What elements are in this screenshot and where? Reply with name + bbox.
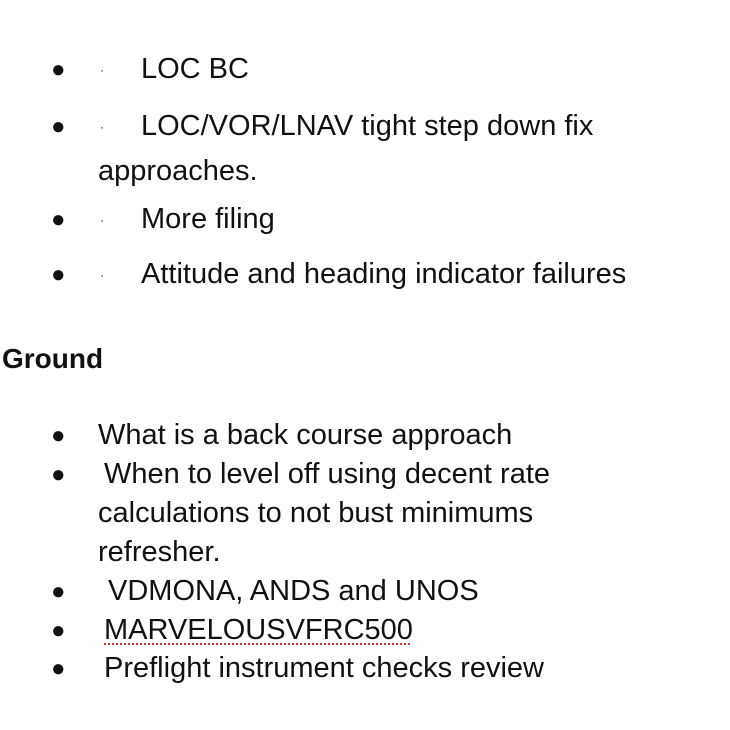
list-item-text: LOC BC — [141, 53, 249, 85]
list-item-continuation: approaches. — [98, 155, 258, 187]
list-item-text: What is a back course approach — [98, 419, 513, 451]
bullet-icon: ● — [51, 113, 66, 140]
list-item-text: Preflight instrument checks review — [104, 652, 544, 684]
list-item-continuation: calculations to not bust minimums — [98, 497, 534, 529]
sub-bullet-icon: · — [100, 213, 104, 227]
list-item-text: More filing — [141, 203, 275, 235]
bullet-icon: ● — [51, 261, 66, 288]
list-item-text: When to level off using decent rate — [104, 458, 551, 490]
list-item-text: Attitude and heading indicator failures — [141, 258, 627, 290]
bullet-icon: ● — [51, 617, 66, 644]
bullet-icon: ● — [51, 422, 66, 449]
list-item-text: MARVELOUSVFRC500 — [104, 614, 413, 646]
bullet-icon: ● — [51, 56, 66, 83]
bullet-icon: ● — [51, 206, 66, 233]
bullet-icon: ● — [51, 578, 66, 605]
section-heading-ground: Ground — [2, 343, 104, 374]
list-item-continuation: refresher. — [98, 536, 221, 568]
bullet-icon: ● — [51, 461, 66, 488]
sub-bullet-icon: · — [100, 63, 104, 77]
sub-bullet-icon: · — [100, 268, 104, 282]
list-item-text: LOC/VOR/LNAV tight step down fix — [141, 110, 594, 142]
list-item-text: VDMONA, ANDS and UNOS — [108, 575, 479, 607]
bullet-icon: ● — [51, 655, 66, 682]
sub-bullet-icon: · — [100, 120, 104, 134]
